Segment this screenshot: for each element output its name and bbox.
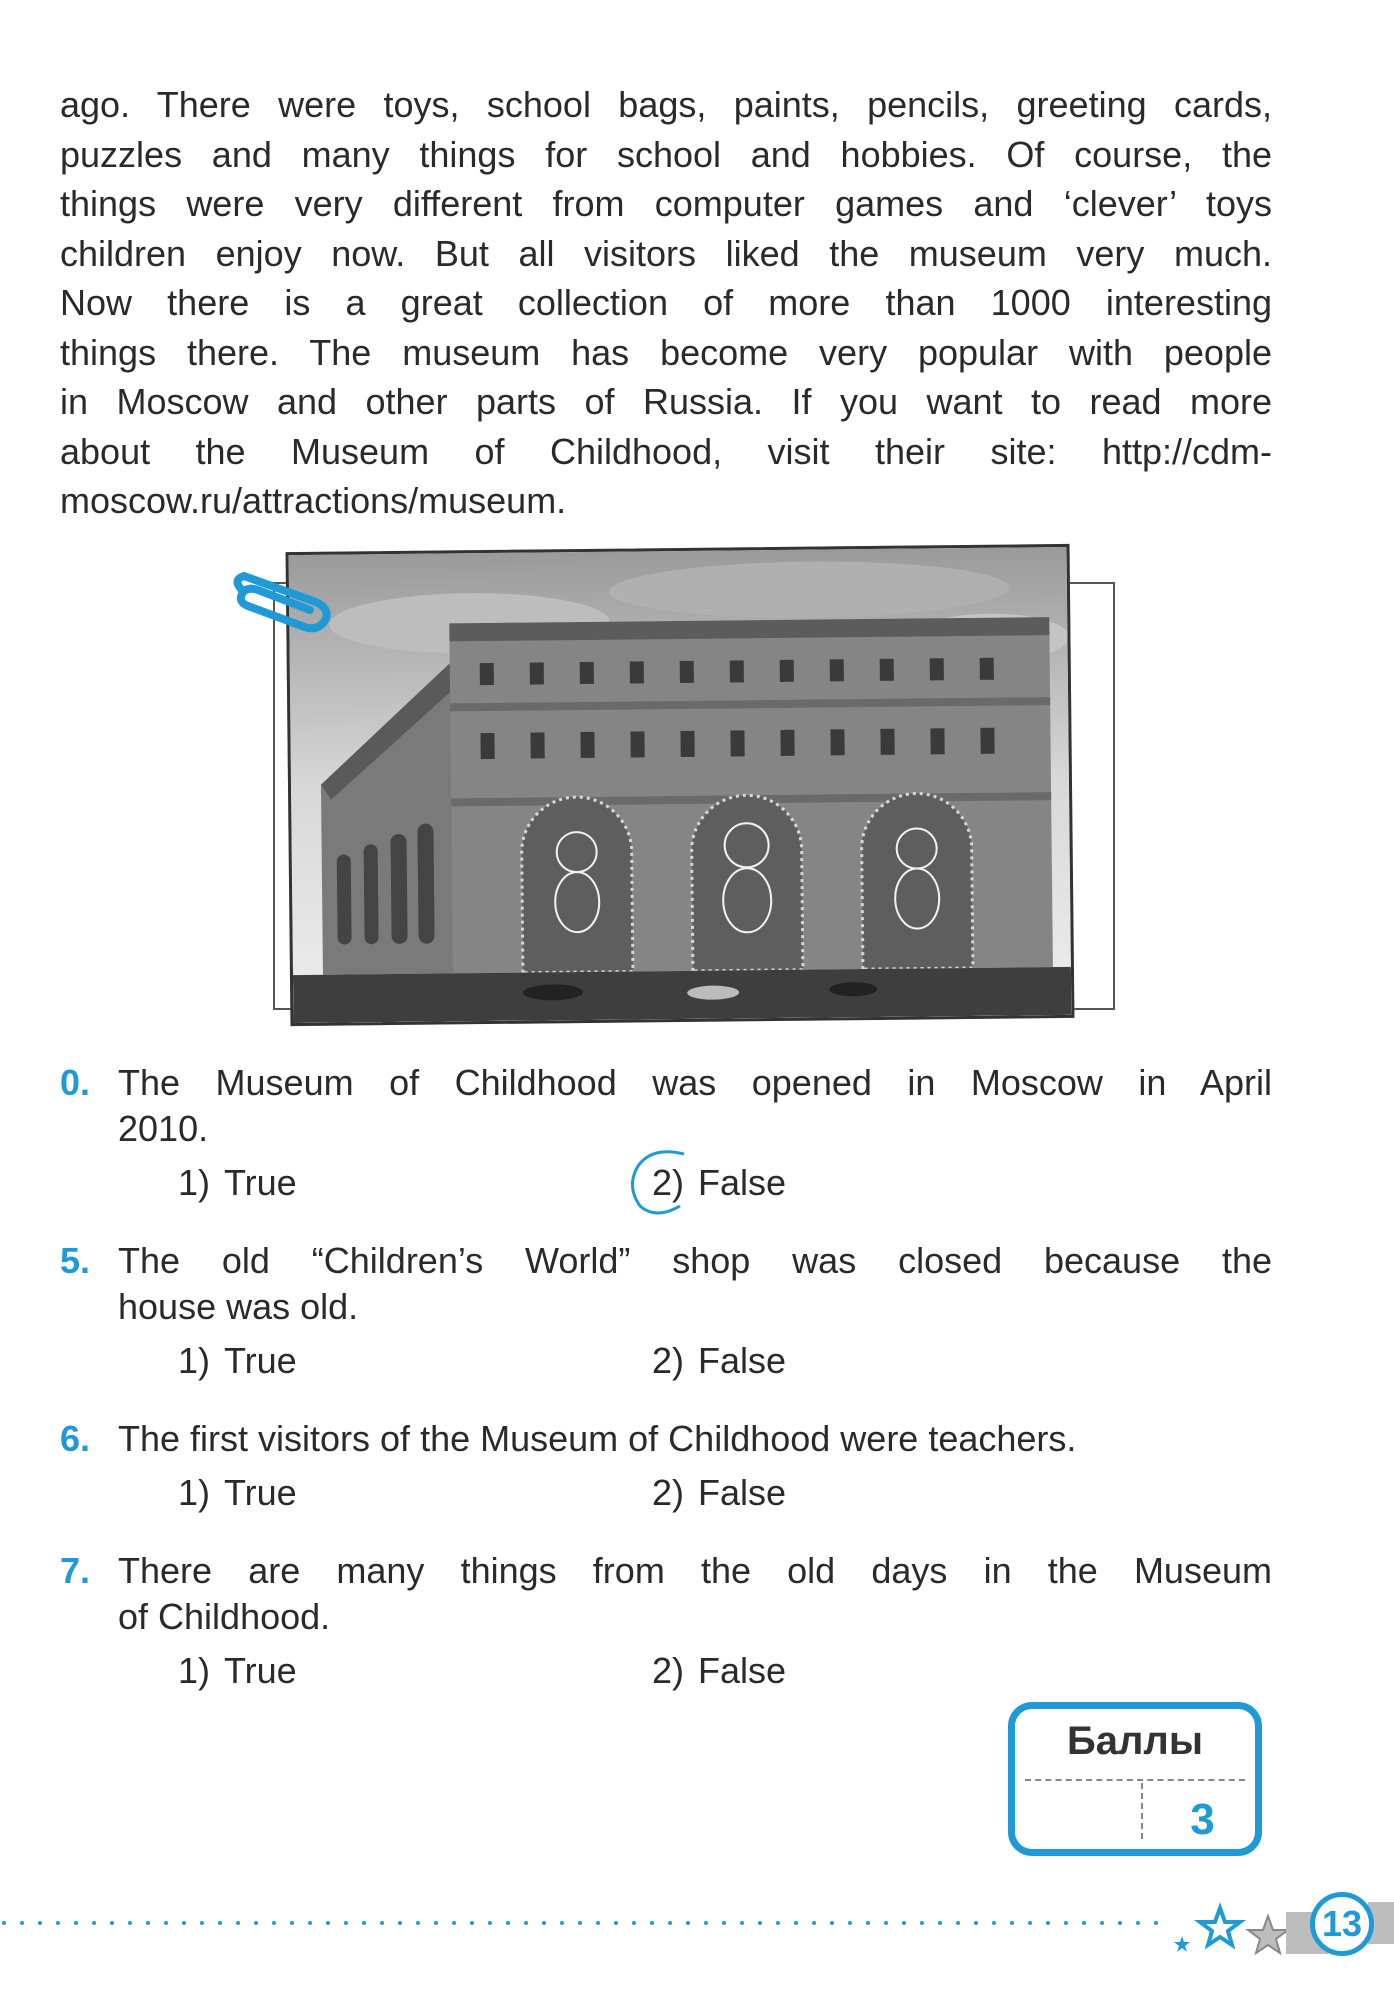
question-7	[60, 1548, 1272, 1698]
score-box	[1008, 1702, 1262, 1856]
question-number: 7.	[60, 1550, 91, 1591]
passage-line: children enjoy now. But all visitors liked the museum very much.	[60, 232, 1272, 274]
option-label: True	[224, 1650, 297, 1691]
question-5	[60, 1238, 1272, 1388]
dotted-divider	[0, 1918, 1170, 1928]
question-text	[118, 1548, 1272, 1640]
question-line: 2010.	[118, 1108, 209, 1149]
question-text	[118, 1416, 1272, 1462]
star-icon	[1200, 1908, 1240, 1945]
option-false[interactable]	[652, 1648, 786, 1694]
answer-options	[60, 1160, 1272, 1210]
paperclip-icon	[228, 568, 338, 638]
museum-building-photo	[286, 544, 1075, 1026]
option-false[interactable]	[652, 1338, 786, 1384]
question-text	[118, 1060, 1272, 1152]
question-6	[60, 1416, 1272, 1520]
option-false[interactable]	[652, 1160, 786, 1206]
passage-line: ago. There were toys, school bags, paints, pencils, greeting cards,	[60, 84, 1272, 125]
option-number: 1)	[178, 1472, 211, 1513]
score-title: Баллы	[1067, 1719, 1203, 1763]
page-number-badge	[1168, 1888, 1394, 1968]
option-number: 2)	[652, 1650, 685, 1691]
question-line: The Museum of Childhood was opened in Moscow in April	[118, 1062, 1272, 1103]
answer-options	[60, 1648, 1272, 1698]
option-true[interactable]	[178, 1160, 297, 1206]
option-label: False	[698, 1472, 787, 1513]
option-number: 2)	[652, 1472, 685, 1513]
question-number: 5.	[60, 1240, 91, 1281]
option-number: 1)	[178, 1162, 211, 1203]
question-0	[60, 1060, 1272, 1210]
question-number: 0.	[60, 1062, 91, 1103]
option-label: True	[224, 1340, 297, 1381]
option-label: True	[224, 1162, 297, 1203]
option-true[interactable]	[178, 1338, 297, 1384]
option-number: 2)	[652, 1340, 685, 1381]
score-value: 3	[1190, 1795, 1215, 1844]
museum-photo-frame	[228, 548, 1114, 1028]
option-label: False	[698, 1340, 787, 1381]
answer-options	[60, 1338, 1272, 1388]
question-line: The first visitors of the Museum of Childhood were teachers.	[118, 1418, 1077, 1459]
option-true[interactable]	[178, 1470, 297, 1516]
option-label: True	[224, 1472, 297, 1513]
passage-line: things were very different from computer games and ‘clever’ toys	[60, 183, 1272, 224]
passage-line: puzzles and many things for school and hobbies. Of course, the	[60, 133, 1272, 175]
answer-circle-mark	[622, 1146, 702, 1220]
passage-line: things there. The museum has become very popular with people	[60, 331, 1272, 373]
answer-options	[60, 1470, 1272, 1520]
question-line: of Childhood.	[118, 1596, 331, 1637]
option-label: False	[698, 1650, 787, 1691]
option-true[interactable]	[178, 1648, 297, 1694]
option-number: 2)	[652, 1162, 685, 1203]
score-divider	[1025, 1779, 1245, 1781]
passage-line: in Moscow and other parts of Russia. If you want to read more	[60, 381, 1272, 422]
star-small-icon	[1174, 1936, 1190, 1952]
question-number: 6.	[60, 1418, 91, 1459]
passage-line: moscow.ru/attractions/museum.	[60, 480, 567, 521]
score-divider	[1141, 1783, 1143, 1839]
passage	[60, 80, 1272, 526]
passage-line: about the Museum of Childhood, visit their site: http://cdm-	[60, 430, 1272, 472]
star-outline-icon	[1248, 1916, 1288, 1953]
passage-line: Now there is a great collection of more than 1000 interesting	[60, 282, 1272, 323]
question-line: house was old.	[118, 1286, 359, 1327]
question-text	[118, 1238, 1272, 1330]
question-line: The old “Children’s World” shop was closed because the	[118, 1240, 1272, 1281]
option-number: 1)	[178, 1650, 211, 1691]
page-number: 13	[1310, 1892, 1374, 1956]
question-line: There are many things from the old days in the Museum	[118, 1550, 1272, 1591]
option-false[interactable]	[652, 1470, 786, 1516]
option-number: 1)	[178, 1340, 211, 1381]
option-label: False	[698, 1162, 787, 1203]
